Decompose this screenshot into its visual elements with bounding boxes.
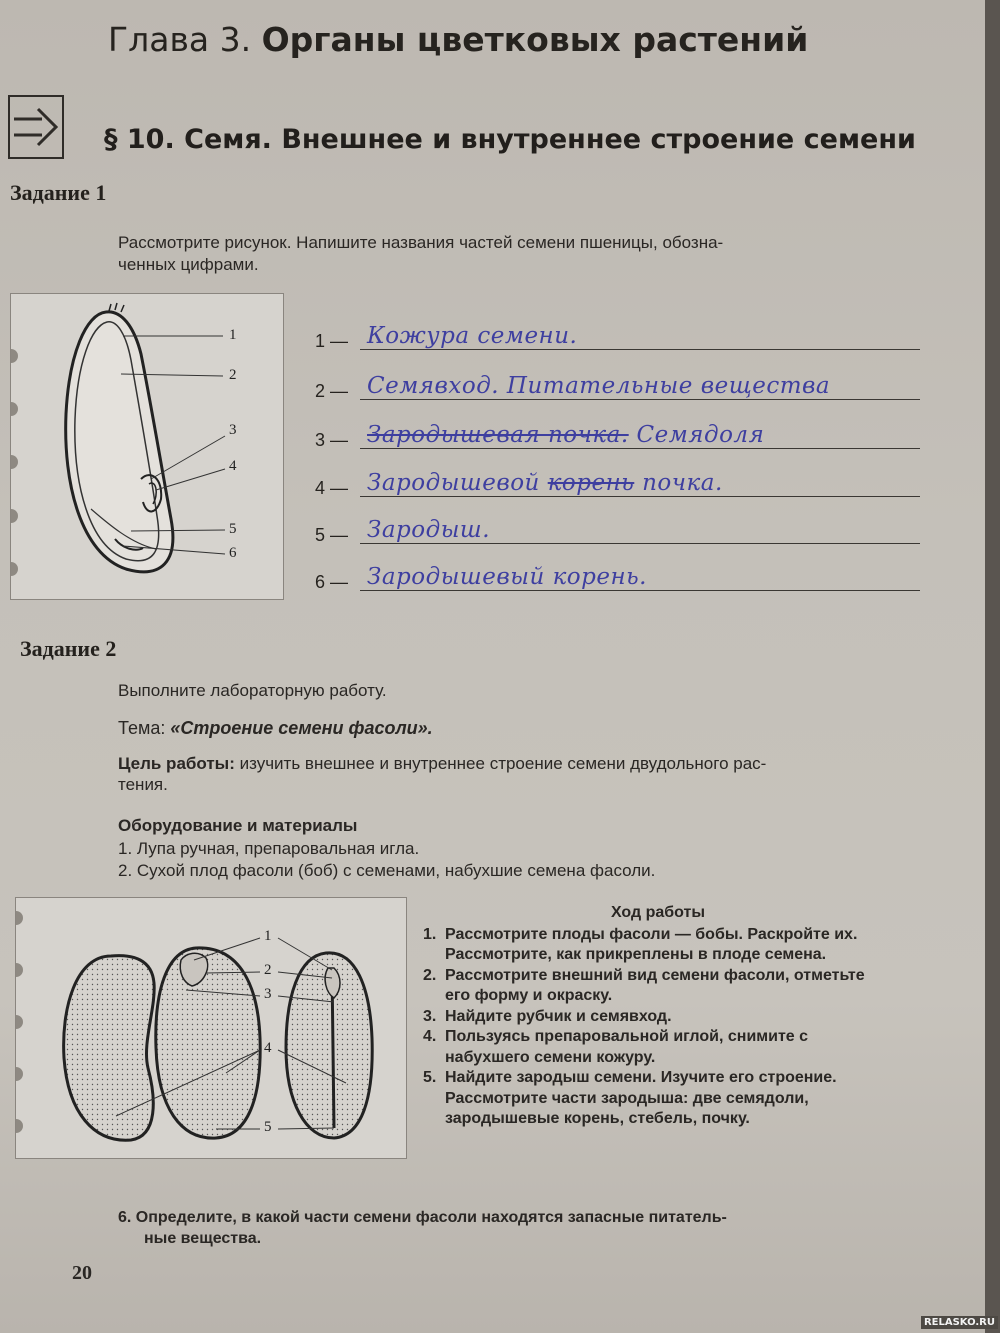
task2-goal-line2: тения.	[118, 775, 168, 794]
answer-line	[360, 399, 920, 400]
handwritten-answer: Семявход. Питательные вещества	[367, 373, 831, 399]
procedure-heading: Ход работы	[610, 904, 706, 921]
step-number: 2.	[423, 966, 437, 984]
answer-row-3	[315, 415, 920, 455]
task1-instruction-line2: ченных цифрами.	[118, 255, 259, 274]
topic-label: Тема:	[118, 718, 166, 738]
watermark: RELASKO.RU	[921, 1316, 998, 1329]
page-shadow-edge	[985, 0, 1000, 1333]
answer-line	[360, 590, 920, 591]
handwritten-answer: Зародыш.	[367, 517, 491, 543]
figure1-label-3: 3	[229, 422, 237, 438]
wheat-seed-figure	[10, 293, 284, 600]
procedure-step	[423, 1027, 893, 1068]
figure1-label-2: 2	[229, 367, 237, 383]
step-text: Найдите зародыш семени. Изучите его строение. Рассмотрите части зародыша: две семядоли, зародышевые корень, стебель, почку.	[445, 1069, 837, 1127]
handwritten-answer	[367, 470, 723, 496]
answer-number: 3 —	[315, 430, 349, 450]
topic-text: «Строение семени фасоли».	[170, 718, 433, 738]
step-text: Рассмотрите внешний вид семени фасоли, отметьте его форму и окраску.	[445, 966, 865, 1004]
chapter-prefix: Глава 3.	[108, 20, 252, 59]
answer-text: Семядоля	[636, 422, 765, 448]
step-number: 4.	[423, 1028, 437, 1045]
step-number: 1.	[423, 925, 437, 943]
bean-seed-figure	[15, 897, 407, 1159]
step-text: Пользуясь препаровальной иглой, снимите с набухшего семени кожуру.	[445, 1028, 809, 1066]
figure1-label-4: 4	[229, 458, 237, 474]
equipment-item-2: 2. Сухой плод фасоли (боб) с семенами, набухшие семена фасоли.	[118, 861, 656, 880]
step-number: 6.	[118, 1209, 132, 1226]
struck-out-text: Зародышевая почка.	[367, 422, 629, 448]
answer-line	[360, 496, 920, 497]
wheat-seed-drawing	[11, 294, 283, 599]
task1-instruction-line1: Рассмотрите рисунок. Напишите названия частей семени пшеницы, обозна-	[118, 233, 724, 252]
answer-number: 1 —	[315, 331, 349, 351]
step-text: Определите, в какой части семени фасоли находятся запасные питатель-	[135, 1209, 727, 1226]
procedure-step	[423, 1007, 893, 1028]
handwritten-answer	[367, 422, 764, 448]
procedure-steps	[423, 903, 893, 1130]
struck-out-text: корень	[547, 470, 635, 496]
figure2-label-1: 1	[264, 928, 272, 944]
figure2-label-4: 4	[264, 1040, 272, 1056]
answer-row-6	[315, 557, 920, 597]
equipment-heading: Оборудование и материалы	[118, 816, 358, 835]
page-number: 20	[72, 1262, 92, 1284]
equipment-item-1: 1. Лупа ручная, препаровальная игла.	[118, 839, 420, 858]
bean-seed-drawing	[16, 898, 406, 1158]
answer-row-2	[315, 366, 920, 406]
answer-number: 4 —	[315, 478, 349, 498]
answer-number: 2 —	[315, 381, 349, 401]
section-arrow-icon	[8, 95, 64, 159]
task2-heading: Задание 2	[20, 636, 117, 661]
handwritten-answer: Кожура семени.	[367, 323, 578, 349]
step-number: 5.	[423, 1069, 437, 1086]
chapter-title: Органы цветковых растений	[261, 20, 809, 59]
step-number: 3.	[423, 1007, 437, 1025]
answer-row-4	[315, 463, 920, 503]
figure2-label-5: 5	[264, 1119, 272, 1135]
task2-goal-line1	[118, 753, 766, 774]
step-text: Найдите рубчик и семявход.	[445, 1007, 672, 1025]
figure1-label-5: 5	[229, 521, 237, 537]
procedure-step-6-line1	[118, 1207, 727, 1228]
procedure-step	[423, 1068, 893, 1130]
section-title: § 10. Семя. Внешнее и внутреннее строение семени	[104, 124, 916, 155]
handwritten-answer: Зародышевый корень.	[367, 564, 647, 590]
answer-number: 5 —	[315, 525, 349, 545]
goal-text: изучить внешнее и внутреннее строение семени двудольного рас-	[239, 754, 767, 773]
figure1-label-1: 1	[229, 327, 237, 343]
answer-line	[360, 448, 920, 449]
goal-label: Цель работы:	[118, 754, 235, 773]
answer-line	[360, 543, 920, 544]
answer-number: 6 —	[315, 572, 349, 592]
figure2-label-2: 2	[264, 962, 272, 978]
answer-row-5	[315, 510, 920, 550]
answer-text: почка.	[642, 470, 723, 496]
figure2-label-3: 3	[264, 986, 272, 1002]
chapter-heading	[108, 20, 808, 59]
step-text: Рассмотрите плоды фасоли — бобы. Раскройте их. Рассмотрите, как прикреплены в плоде семена.	[445, 925, 858, 963]
task1-heading: Задание 1	[10, 180, 107, 205]
procedure-step	[423, 966, 893, 1007]
task2-topic	[118, 718, 433, 739]
answer-row-1	[315, 316, 920, 356]
procedure-step	[423, 925, 893, 966]
procedure-step-6-line2: ные вещества.	[144, 1230, 262, 1247]
answer-text-prefix: Зародышевой	[367, 470, 540, 496]
figure1-label-6: 6	[229, 545, 237, 561]
task2-intro: Выполните лабораторную работу.	[118, 681, 387, 700]
answer-line	[360, 349, 920, 350]
